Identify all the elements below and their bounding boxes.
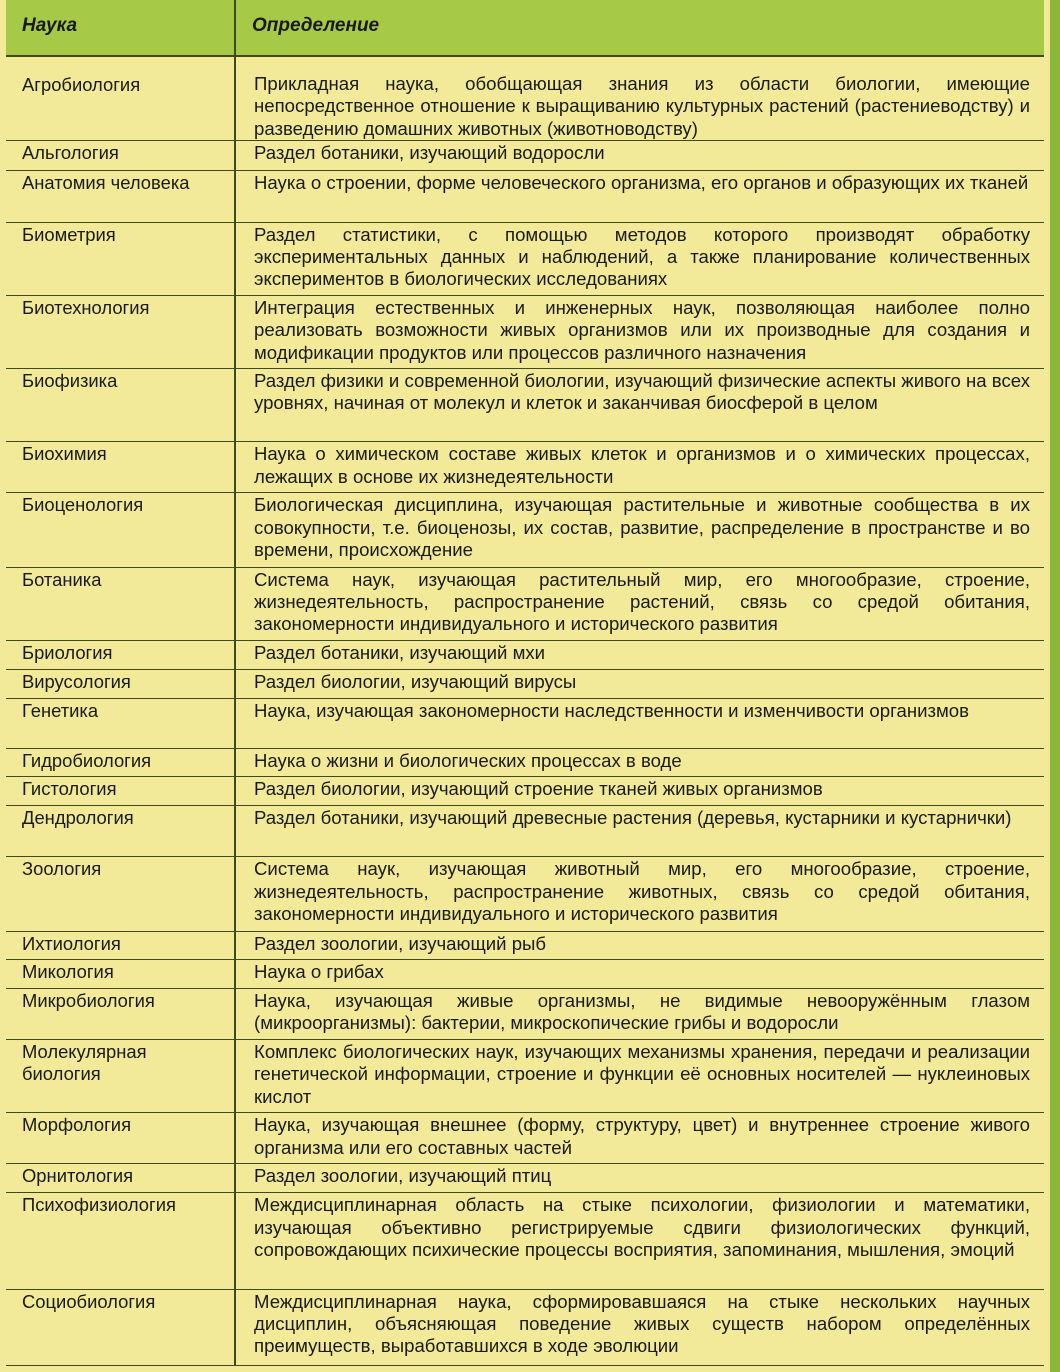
table-row bbox=[6, 442, 1044, 493]
science-definition: Раздел зоологии, изучающий рыб bbox=[235, 931, 1044, 959]
table-row bbox=[6, 857, 1044, 931]
table-row bbox=[6, 222, 1044, 295]
table-row bbox=[6, 295, 1044, 368]
science-definition: Наука о грибах bbox=[235, 959, 1044, 988]
science-name: Генетика bbox=[6, 698, 235, 748]
sciences-table bbox=[6, 0, 1044, 1366]
science-name: Молекулярная биология bbox=[6, 1039, 235, 1112]
table-row bbox=[6, 749, 1044, 777]
science-name: Микология bbox=[6, 959, 235, 988]
science-name: Морфология bbox=[6, 1113, 235, 1164]
table-row bbox=[6, 1193, 1044, 1289]
table-row bbox=[6, 1289, 1044, 1365]
science-name: Биоценология bbox=[6, 493, 235, 567]
science-definition: Наука о химическом составе живых клеток и организмов и о химических процессах, лежащих в основе их жизнедеятельности bbox=[235, 442, 1044, 493]
table-row bbox=[6, 1039, 1044, 1112]
table-row bbox=[6, 369, 1044, 442]
science-definition: Междисциплинарная наука, сформировавшаяся на стыке нескольких научных дисциплин, объясняющая поведение живых существ набором определённых преимуществ, выработавшихся в ходе эволюции bbox=[235, 1289, 1044, 1365]
science-name: Биотехнология bbox=[6, 295, 235, 368]
header-definition: Определение bbox=[235, 0, 1044, 56]
science-definition: Наука, изучающая живые организмы, не видимые невооружённым глазом (микроорганизмы): бактерии, микроскопические грибы и водоросли bbox=[235, 988, 1044, 1039]
page-edge-border bbox=[1050, 0, 1060, 1372]
science-definition: Система наук, изучающая растительный мир, его многообразие, строение, жизнедеятельность, распространение растений, связь со средой обитания, закономерности индивидуального и исторического развития bbox=[235, 567, 1044, 640]
science-definition: Раздел биологии, изучающий строение тканей живых организмов bbox=[235, 777, 1044, 806]
science-definition: Междисциплинарная область на стыке психологии, физиологии и математики, изучающая объективно регистрируемые сдвиги физиологических функций, сопровождающих психические процессы восприятия, запоминания, мышления, эмоций bbox=[235, 1193, 1044, 1289]
science-definition: Раздел ботаники, изучающий водоросли bbox=[235, 141, 1044, 170]
science-name: Орнитология bbox=[6, 1164, 235, 1193]
science-definition: Раздел биологии, изучающий вирусы bbox=[235, 669, 1044, 698]
science-definition: Раздел зоологии, изучающий птиц bbox=[235, 1164, 1044, 1193]
table-row bbox=[6, 170, 1044, 222]
table-row bbox=[6, 777, 1044, 806]
table-row bbox=[6, 698, 1044, 748]
science-definition: Биологическая дисциплина, изучающая растительные и животные сообщества в их совокупности, т.е. биоценозы, их состав, развитие, распределение в пространстве и во времени, происхождение bbox=[235, 493, 1044, 567]
science-name: Гидробиология bbox=[6, 749, 235, 777]
table-row bbox=[6, 56, 1044, 141]
science-definition: Раздел ботаники, изучающий древесные растения (деревья, кустарники и кустарнички) bbox=[235, 806, 1044, 857]
science-name: Бриология bbox=[6, 640, 235, 669]
science-definition: Раздел статистики, с помощью методов которого производят обработку экспериментальных данных и наблюдений, а также планирование количественных экспериментов в биологических исследованиях bbox=[235, 222, 1044, 295]
science-name: Анатомия человека bbox=[6, 170, 235, 222]
science-name: Зоология bbox=[6, 857, 235, 931]
science-name: Дендрология bbox=[6, 806, 235, 857]
science-name: Ихтиология bbox=[6, 931, 235, 959]
science-definition: Комплекс биологических наук, изучающих механизмы хранения, передачи и реализации генетической информации, строение и функции её основных носителей — нуклеиновых кислот bbox=[235, 1039, 1044, 1112]
table-row bbox=[6, 567, 1044, 640]
table-row bbox=[6, 493, 1044, 567]
science-name: Социобиология bbox=[6, 1289, 235, 1365]
science-name: Вирусология bbox=[6, 669, 235, 698]
table-row bbox=[6, 1164, 1044, 1193]
science-name: Ботаника bbox=[6, 567, 235, 640]
header-science: Наука bbox=[6, 0, 235, 56]
science-name: Альгология bbox=[6, 141, 235, 170]
table-row bbox=[6, 931, 1044, 959]
science-name: Психофизиология bbox=[6, 1193, 235, 1289]
science-definition: Наука о строении, форме человеческого организма, его органов и образующих их тканей bbox=[235, 170, 1044, 222]
science-definition: Наука, изучающая закономерности наследственности и изменчивости организмов bbox=[235, 698, 1044, 748]
science-name: Биохимия bbox=[6, 442, 235, 493]
table-row bbox=[6, 1113, 1044, 1164]
science-name: Биофизика bbox=[6, 369, 235, 442]
science-name: Микробиология bbox=[6, 988, 235, 1039]
science-definition: Система наук, изучающая животный мир, его многообразие, строение, жизнедеятельность, распространение животных, связь со средой обитания, закономерности индивидуального и исторического развития bbox=[235, 857, 1044, 931]
table-row bbox=[6, 959, 1044, 988]
science-name: Биометрия bbox=[6, 222, 235, 295]
science-definition: Раздел физики и современной биологии, изучающий физические аспекты живого на всех уровнях, начиная от молекул и клеток и заканчивая биосферой в целом bbox=[235, 369, 1044, 442]
table-row bbox=[6, 988, 1044, 1039]
science-definition: Наука, изучающая внешнее (форму, структуру, цвет) и внутреннее строение живого организма или его составных частей bbox=[235, 1113, 1044, 1164]
science-definition: Интеграция естественных и инженерных наук, позволяющая наиболее полно реализовать возможности живых организмов или их производные для создания и модификации продуктов или процессов различного назначения bbox=[235, 295, 1044, 368]
science-definition: Раздел ботаники, изучающий мхи bbox=[235, 640, 1044, 669]
science-definition: Наука о жизни и биологических процессах в воде bbox=[235, 749, 1044, 777]
table-row bbox=[6, 806, 1044, 857]
table-row bbox=[6, 669, 1044, 698]
table-row bbox=[6, 640, 1044, 669]
science-name: Агробиология bbox=[22, 74, 141, 95]
table-header-row bbox=[6, 0, 1044, 56]
science-name: Гистология bbox=[6, 777, 235, 806]
science-definition: Прикладная наука, обобщающая знания из области биологии, имеющие непосредственное отношение к выращиванию культурных растений (растениеводству) и разведению домашних животных (животноводству) bbox=[235, 56, 1044, 141]
table-row bbox=[6, 141, 1044, 170]
